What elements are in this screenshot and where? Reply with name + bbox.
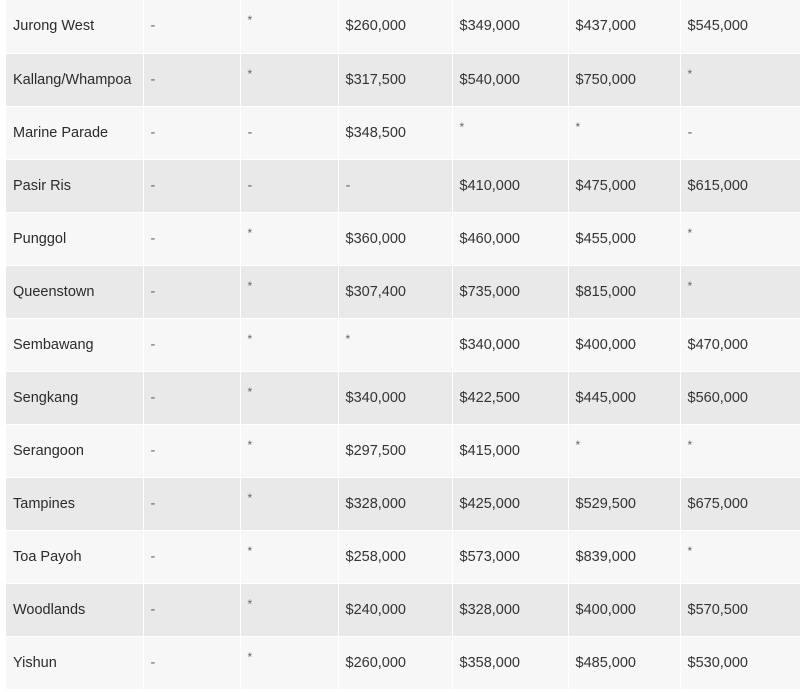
table-row [6,424,800,477]
col6-cell: $545,000 [680,0,800,53]
not-available-marker: * [687,66,693,81]
town-cell: Woodlands [6,583,143,636]
col4-cell: $340,000 [452,318,568,371]
table-row [6,636,800,689]
resale-price-table [6,0,800,690]
col5-cell: $839,000 [568,530,680,583]
col5-cell [568,424,680,477]
town-cell: Queenstown [6,265,143,318]
col4-cell: $425,000 [452,477,568,530]
not-available-marker: * [247,278,253,293]
col4-cell: $460,000 [452,212,568,265]
col3-cell: $307,400 [338,265,452,318]
col3-cell: $328,000 [338,477,452,530]
town-cell: Punggol [6,212,143,265]
col1-cell: - [143,0,240,53]
table-row [6,0,800,53]
col3-cell [338,318,452,371]
col6-cell [680,212,800,265]
not-available-marker: * [247,225,253,240]
col6-cell: $530,000 [680,636,800,689]
col1-cell: - [143,371,240,424]
col6-cell: $675,000 [680,477,800,530]
col3-cell: $260,000 [338,0,452,53]
col4-cell [452,106,568,159]
col4-cell: $573,000 [452,530,568,583]
col2-cell [240,265,338,318]
col3-cell: $340,000 [338,371,452,424]
col2-cell [240,318,338,371]
town-cell: Yishun [6,636,143,689]
table-row [6,212,800,265]
not-available-marker: * [247,437,253,452]
table-row [6,159,800,212]
table-row [6,583,800,636]
col1-cell: - [143,477,240,530]
table-body [6,0,800,689]
not-available-marker: * [687,225,693,240]
not-available-marker: * [247,13,253,28]
col5-cell: $437,000 [568,0,680,53]
col1-cell: - [143,530,240,583]
col5-cell: $815,000 [568,265,680,318]
col6-cell: $470,000 [680,318,800,371]
col1-cell: - [143,318,240,371]
col1-cell: - [143,53,240,106]
col1-cell: - [143,583,240,636]
col5-cell: $750,000 [568,53,680,106]
col4-cell: $349,000 [452,0,568,53]
table-row [6,265,800,318]
col5-cell: $475,000 [568,159,680,212]
col1-cell: - [143,265,240,318]
col2-cell [240,371,338,424]
not-available-marker: * [247,490,253,505]
col2-cell [240,424,338,477]
col4-cell: $410,000 [452,159,568,212]
col6-cell [680,530,800,583]
not-available-marker: * [687,543,693,558]
col3-cell: - [338,159,452,212]
col4-cell: $415,000 [452,424,568,477]
col5-cell: $485,000 [568,636,680,689]
not-available-marker: * [247,331,253,346]
col4-cell: $358,000 [452,636,568,689]
col3-cell: $360,000 [338,212,452,265]
table-row [6,371,800,424]
col6-cell: $560,000 [680,371,800,424]
not-available-marker: * [575,437,581,452]
col2-cell [240,477,338,530]
town-cell: Kallang/Whampoa [6,53,143,106]
col3-cell: $297,500 [338,424,452,477]
not-available-marker: * [247,596,253,611]
town-cell: Sembawang [6,318,143,371]
col6-cell [680,265,800,318]
not-available-marker: * [247,543,253,558]
col6-cell: $570,500 [680,583,800,636]
col2-cell [240,53,338,106]
town-cell: Jurong West [6,0,143,53]
col3-cell: $240,000 [338,583,452,636]
town-cell: Toa Payoh [6,530,143,583]
not-available-marker: * [247,649,253,664]
col1-cell: - [143,636,240,689]
not-available-marker: * [345,331,351,346]
col2-cell [240,212,338,265]
col3-cell: $258,000 [338,530,452,583]
col5-cell: $400,000 [568,583,680,636]
col2-cell: - [240,159,338,212]
col4-cell: $328,000 [452,583,568,636]
col3-cell: $260,000 [338,636,452,689]
table-row [6,106,800,159]
col6-cell: $615,000 [680,159,800,212]
table-row [6,53,800,106]
not-available-marker: * [687,437,693,452]
col1-cell: - [143,106,240,159]
not-available-marker: * [687,278,693,293]
town-cell: Sengkang [6,371,143,424]
col5-cell: $529,500 [568,477,680,530]
col4-cell: $422,500 [452,371,568,424]
table-row [6,318,800,371]
col1-cell: - [143,159,240,212]
town-cell: Tampines [6,477,143,530]
col2-cell [240,636,338,689]
table-row [6,530,800,583]
not-available-marker: * [247,384,253,399]
town-cell: Pasir Ris [6,159,143,212]
col2-cell [240,583,338,636]
table-row [6,477,800,530]
col2-cell: - [240,106,338,159]
not-available-marker: * [575,119,581,134]
col2-cell [240,0,338,53]
col3-cell: $317,500 [338,53,452,106]
col4-cell: $540,000 [452,53,568,106]
col5-cell [568,106,680,159]
town-cell: Serangoon [6,424,143,477]
col5-cell: $400,000 [568,318,680,371]
col1-cell: - [143,424,240,477]
col6-cell: - [680,106,800,159]
col5-cell: $455,000 [568,212,680,265]
col1-cell: - [143,212,240,265]
not-available-marker: * [459,119,465,134]
not-available-marker: * [247,66,253,81]
col6-cell [680,53,800,106]
col3-cell: $348,500 [338,106,452,159]
col5-cell: $445,000 [568,371,680,424]
col2-cell [240,530,338,583]
col4-cell: $735,000 [452,265,568,318]
col6-cell [680,424,800,477]
town-cell: Marine Parade [6,106,143,159]
